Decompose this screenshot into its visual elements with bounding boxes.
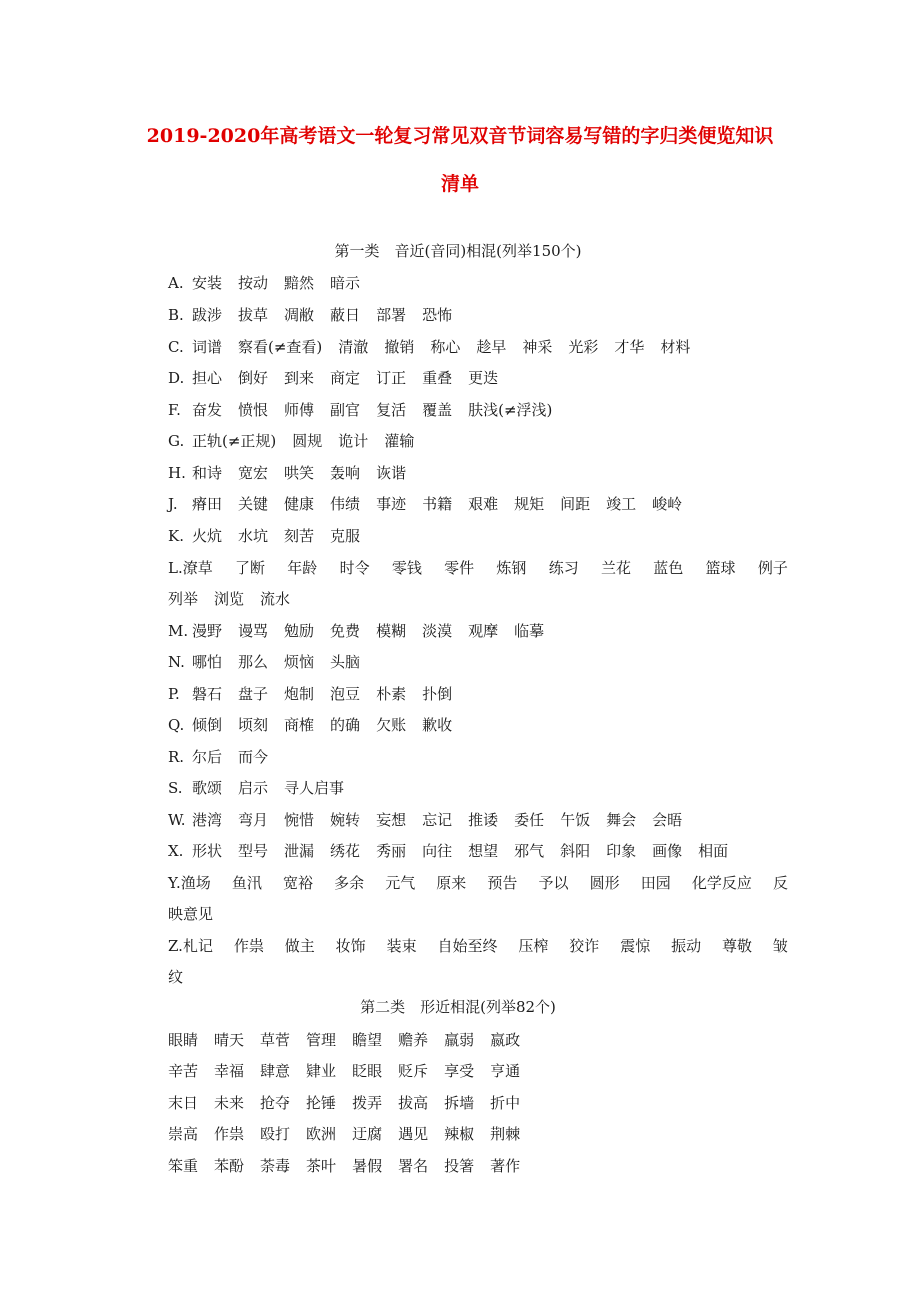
word-item: 型号 — [238, 842, 269, 860]
word-item: 暗示 — [330, 274, 361, 292]
word-item: 担心 — [192, 369, 223, 387]
word-item: 察看(≠查看) — [238, 338, 323, 356]
section-1-row — [168, 903, 788, 925]
word-item: 妄想 — [376, 811, 407, 829]
word-item: 安装 — [192, 274, 223, 292]
word-group — [168, 935, 213, 957]
word-item: 忘记 — [422, 811, 453, 829]
word-item: 愤恨 — [238, 401, 269, 419]
row-letter: B. — [168, 306, 184, 324]
word-item: 歉收 — [422, 716, 453, 734]
word-item: 灌输 — [384, 432, 415, 450]
word-item: 装束 — [386, 937, 417, 955]
section-1-row — [168, 557, 788, 579]
word-item: 享受 — [444, 1062, 475, 1080]
word-item: 午饭 — [560, 811, 591, 829]
section-1-row — [168, 651, 788, 673]
word-item: 免费 — [330, 622, 361, 640]
word-item: 眨眼 — [352, 1062, 383, 1080]
word-item: 羸弱 — [444, 1031, 475, 1049]
word-item: 黯然 — [284, 274, 315, 292]
word-item: 诙谐 — [376, 464, 407, 482]
word-item: 肄业 — [306, 1062, 337, 1080]
word-item: 材料 — [660, 338, 691, 356]
word-item: 恐怖 — [422, 306, 453, 324]
word-item: 自始至终 — [437, 937, 498, 955]
row-letter: Y. — [168, 874, 181, 892]
word-item: 嬴政 — [490, 1031, 521, 1049]
word-item: 草菅 — [260, 1031, 291, 1049]
word-item: 做主 — [284, 937, 315, 955]
word-item: 例子 — [757, 559, 788, 577]
word-item: 健康 — [284, 495, 315, 513]
section-1-row — [168, 966, 788, 988]
word-item: 潦草 — [182, 559, 213, 577]
word-item: 崇高 — [168, 1125, 199, 1143]
word-item: 狡诈 — [569, 937, 600, 955]
section-1-row — [168, 430, 788, 452]
word-item: 师傅 — [284, 401, 315, 419]
word-item: 鱼汛 — [231, 874, 262, 892]
word-item: 相面 — [698, 842, 729, 860]
section-1-row — [168, 809, 788, 831]
word-item: 贬斥 — [398, 1062, 429, 1080]
word-item: 跋涉 — [192, 306, 223, 324]
word-item: 顷刻 — [238, 716, 269, 734]
row-letter: A. — [168, 274, 184, 292]
row-letter: J. — [168, 495, 178, 513]
word-item: 复活 — [376, 401, 407, 419]
word-item: 倒好 — [238, 369, 269, 387]
row-letter: S. — [168, 779, 183, 797]
word-item: 书籍 — [422, 495, 453, 513]
word-item: 茶叶 — [306, 1157, 337, 1175]
word-item: 斜阳 — [560, 842, 591, 860]
word-item: 会晤 — [652, 811, 683, 829]
word-item: 弯月 — [238, 811, 269, 829]
word-item: 原来 — [436, 874, 467, 892]
row-letter: P. — [168, 685, 180, 703]
word-item: 形状 — [192, 842, 223, 860]
word-item: 的确 — [330, 716, 361, 734]
word-item: 末日 — [168, 1094, 199, 1112]
word-item: 商榷 — [284, 716, 315, 734]
word-item: 欧洲 — [306, 1125, 337, 1143]
word-item: 模糊 — [376, 622, 407, 640]
word-item: 作祟 — [233, 937, 264, 955]
word-item: 预告 — [487, 874, 518, 892]
word-item: 更迭 — [468, 369, 499, 387]
word-item: 殴打 — [260, 1125, 291, 1143]
row-letter: W. — [168, 811, 186, 829]
word-item: 田园 — [640, 874, 671, 892]
section-1-row — [168, 367, 788, 389]
word-item: 眼睛 — [168, 1031, 199, 1049]
section-2-row — [168, 1060, 788, 1082]
word-item: 盘子 — [238, 685, 269, 703]
row-letter: G. — [168, 432, 185, 450]
word-item: 化学反应 — [691, 874, 752, 892]
word-item: 推诿 — [468, 811, 499, 829]
section-1-row — [168, 746, 788, 768]
word-item: 练习 — [548, 559, 579, 577]
word-item: 拔高 — [398, 1094, 429, 1112]
word-item: 港湾 — [192, 811, 223, 829]
row-letter: L. — [168, 559, 183, 577]
word-item: 札记 — [182, 937, 213, 955]
word-item: 克服 — [330, 527, 361, 545]
section-2-row — [168, 1155, 788, 1177]
section-1-row — [168, 336, 788, 358]
word-item: 元气 — [385, 874, 416, 892]
word-item: 宽裕 — [282, 874, 313, 892]
word-item: 惋惜 — [284, 811, 315, 829]
section-2-row — [168, 1029, 788, 1051]
word-item: 神采 — [522, 338, 553, 356]
word-item: 头脑 — [330, 653, 361, 671]
word-item: 部署 — [376, 306, 407, 324]
word-item: 零钱 — [391, 559, 422, 577]
row-letter: F. — [168, 401, 181, 419]
word-item: 迂腐 — [352, 1125, 383, 1143]
word-item: 和诗 — [192, 464, 223, 482]
word-item: 秀丽 — [376, 842, 407, 860]
word-item: 荼毒 — [260, 1157, 291, 1175]
word-item: 称心 — [430, 338, 461, 356]
word-item: 趁早 — [476, 338, 507, 356]
row-letter: Q. — [168, 716, 185, 734]
word-item: 想望 — [468, 842, 499, 860]
word-item: 舞会 — [606, 811, 637, 829]
word-item: 皱 — [772, 937, 788, 955]
word-item: 宽宏 — [238, 464, 269, 482]
section-1-row — [168, 304, 788, 326]
word-item: 竣工 — [606, 495, 637, 513]
word-item: 正轨(≠正规) — [192, 432, 277, 450]
word-item: 瘠田 — [192, 495, 223, 513]
word-item: 荆棘 — [490, 1125, 521, 1143]
word-item: 光彩 — [568, 338, 599, 356]
section-1-row — [168, 588, 788, 610]
word-item: 到来 — [284, 369, 315, 387]
word-item: 拨弄 — [352, 1094, 383, 1112]
word-item: 倾倒 — [192, 716, 223, 734]
word-item: 兰花 — [600, 559, 631, 577]
word-item: 圆规 — [292, 432, 323, 450]
word-item: 作祟 — [214, 1125, 245, 1143]
section-1-row — [168, 872, 788, 894]
word-item: 瞻望 — [352, 1031, 383, 1049]
word-item: 泄漏 — [284, 842, 315, 860]
word-item: 流水 — [260, 590, 291, 608]
word-item: 压榨 — [518, 937, 549, 955]
word-item: 艰难 — [468, 495, 499, 513]
document-title-line-2: 清单 — [440, 173, 479, 195]
word-item: 朴素 — [376, 685, 407, 703]
section-1-row — [168, 840, 788, 862]
row-letter: K. — [168, 527, 184, 545]
row-letter: Z. — [168, 937, 183, 955]
word-item: 列举 — [168, 590, 199, 608]
word-item: 了断 — [235, 559, 266, 577]
word-item: 而今 — [238, 748, 269, 766]
word-item: 按动 — [238, 274, 269, 292]
word-item: 撤销 — [384, 338, 415, 356]
word-item: 幸福 — [214, 1062, 245, 1080]
word-item: 时令 — [339, 559, 370, 577]
word-item: 渔场 — [180, 874, 211, 892]
section-2-heading: 第二类 形近相混(列举82个) — [360, 998, 556, 1016]
word-item: 词谱 — [192, 338, 223, 356]
word-item: 画像 — [652, 842, 683, 860]
word-item: 凋敝 — [284, 306, 315, 324]
word-item: 蓝色 — [653, 559, 684, 577]
section-2-row — [168, 1092, 788, 1114]
word-item: 商定 — [330, 369, 361, 387]
word-item: 泡豆 — [330, 685, 361, 703]
row-letter: D. — [168, 369, 185, 387]
word-item: 漫野 — [192, 622, 223, 640]
word-item: 振动 — [671, 937, 702, 955]
word-item: 辛苦 — [168, 1062, 199, 1080]
word-item: 副官 — [330, 401, 361, 419]
section-1-row — [168, 714, 788, 736]
word-item: 重叠 — [422, 369, 453, 387]
document-title-line-1: 2019-2020年高考语文一轮复习常见双音节词容易写错的字归类便览知识 — [146, 125, 774, 147]
word-item: 火炕 — [192, 527, 223, 545]
word-item: 篮球 — [705, 559, 736, 577]
word-item: 炮制 — [284, 685, 315, 703]
word-item: 向往 — [422, 842, 453, 860]
section-2-row — [168, 1123, 788, 1145]
word-item: 勉励 — [284, 622, 315, 640]
section-1-row — [168, 399, 788, 421]
word-item: 扑倒 — [422, 685, 453, 703]
word-item: 订正 — [376, 369, 407, 387]
word-item: 才华 — [614, 338, 645, 356]
word-item: 肤浅(≠浮浅) — [468, 401, 553, 419]
word-item: 赡养 — [398, 1031, 429, 1049]
word-item: 启示 — [238, 779, 269, 797]
word-item: 予以 — [538, 874, 569, 892]
word-item: 临摹 — [514, 622, 545, 640]
word-item: 关键 — [238, 495, 269, 513]
word-item: 哪怕 — [192, 653, 223, 671]
section-1-row — [168, 777, 788, 799]
word-item: 绣花 — [330, 842, 361, 860]
word-item: 磐石 — [192, 685, 223, 703]
section-1-row — [168, 683, 788, 705]
word-item: 浏览 — [214, 590, 245, 608]
word-item: 邪气 — [514, 842, 545, 860]
word-item: 欠账 — [376, 716, 407, 734]
word-item: 著作 — [490, 1157, 521, 1175]
row-letter: N. — [168, 653, 185, 671]
word-item: 观摩 — [468, 622, 499, 640]
word-item: 署名 — [398, 1157, 429, 1175]
word-item: 奋发 — [192, 401, 223, 419]
word-item: 刻苦 — [284, 527, 315, 545]
word-item: 年龄 — [287, 559, 318, 577]
section-1-row — [168, 272, 788, 294]
word-item: 肆意 — [260, 1062, 291, 1080]
word-item: 水坑 — [238, 527, 269, 545]
word-item: 谩骂 — [238, 622, 269, 640]
row-letter: C. — [168, 338, 184, 356]
word-item: 婉转 — [330, 811, 361, 829]
word-item: 印象 — [606, 842, 637, 860]
word-item: 拆墙 — [444, 1094, 475, 1112]
word-item: 圆形 — [589, 874, 620, 892]
word-item: 反 — [772, 874, 788, 892]
word-item: 映意见 — [168, 905, 214, 923]
word-group — [168, 557, 213, 579]
word-item: 那么 — [238, 653, 269, 671]
section-1-heading: 第一类 音近(音同)相混(列举150个) — [334, 242, 582, 260]
word-group — [168, 872, 211, 894]
word-item: 辣椒 — [444, 1125, 475, 1143]
word-item: 峻岭 — [652, 495, 683, 513]
word-item: 尔后 — [192, 748, 223, 766]
word-item: 暑假 — [352, 1157, 383, 1175]
word-item: 间距 — [560, 495, 591, 513]
word-item: 投箸 — [444, 1157, 475, 1175]
section-1-row — [168, 620, 788, 642]
word-item: 抡锤 — [306, 1094, 337, 1112]
word-item: 委任 — [514, 811, 545, 829]
word-item: 遇见 — [398, 1125, 429, 1143]
word-item: 诡计 — [338, 432, 369, 450]
word-item: 淡漠 — [422, 622, 453, 640]
word-item: 零件 — [444, 559, 475, 577]
word-item: 炼钢 — [496, 559, 527, 577]
word-item: 歌颂 — [192, 779, 223, 797]
word-item: 亨通 — [490, 1062, 521, 1080]
word-item: 伟绩 — [330, 495, 361, 513]
word-item: 未来 — [214, 1094, 245, 1112]
word-item: 清澈 — [338, 338, 369, 356]
row-letter: H. — [168, 464, 186, 482]
section-1-row — [168, 462, 788, 484]
row-letter: M. — [168, 622, 189, 640]
word-item: 事迹 — [376, 495, 407, 513]
word-item: 蔽日 — [330, 306, 361, 324]
row-letter: R. — [168, 748, 185, 766]
section-1-row — [168, 493, 788, 515]
word-item: 折中 — [490, 1094, 521, 1112]
section-1-row — [168, 935, 788, 957]
word-item: 妆饰 — [335, 937, 366, 955]
word-item: 纹 — [168, 968, 184, 986]
word-item: 笨重 — [168, 1157, 199, 1175]
row-letter: X. — [168, 842, 184, 860]
word-item: 规矩 — [514, 495, 545, 513]
section-1-row — [168, 525, 788, 547]
word-item: 苯酚 — [214, 1157, 245, 1175]
word-item: 覆盖 — [422, 401, 453, 419]
word-item: 烦恼 — [284, 653, 315, 671]
word-item: 尊敬 — [722, 937, 753, 955]
word-item: 寻人启事 — [284, 779, 345, 797]
word-item: 轰响 — [330, 464, 361, 482]
word-item: 拔草 — [238, 306, 269, 324]
word-item: 多余 — [334, 874, 365, 892]
word-item: 抢夺 — [260, 1094, 291, 1112]
word-item: 哄笑 — [284, 464, 315, 482]
word-item: 震惊 — [620, 937, 651, 955]
word-item: 晴天 — [214, 1031, 245, 1049]
word-item: 管理 — [306, 1031, 337, 1049]
